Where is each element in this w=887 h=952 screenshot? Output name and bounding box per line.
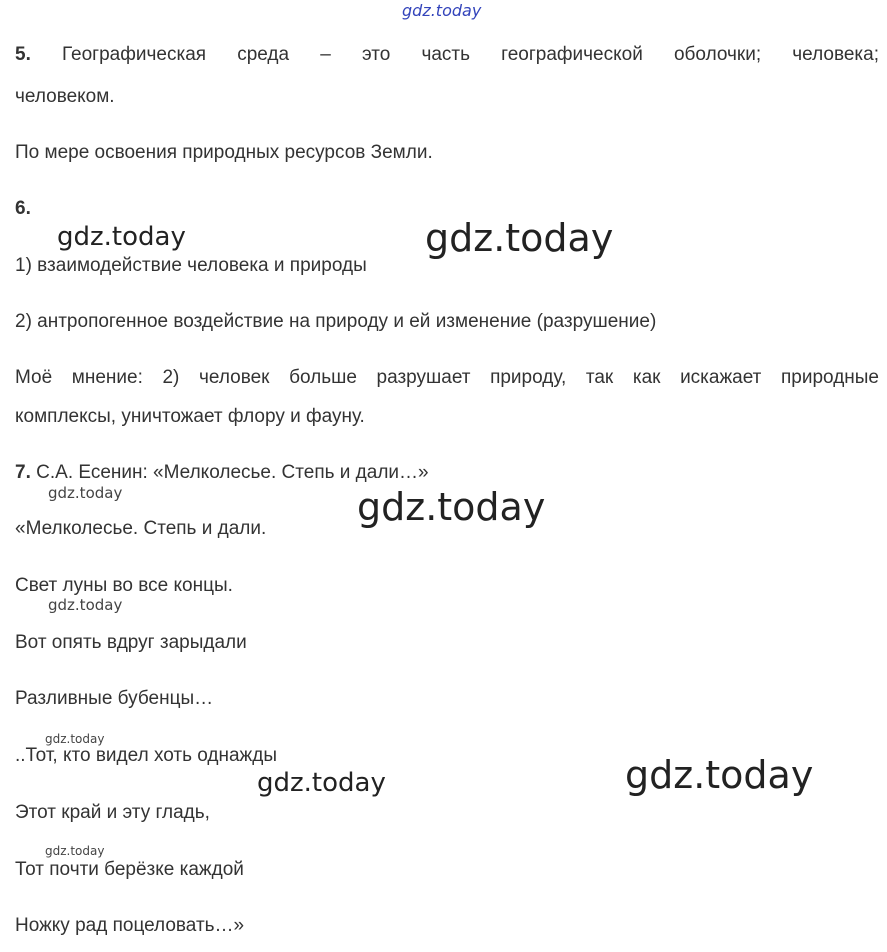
q5-line1-text: Географическая среда – это часть географической оболочки; человека;: [62, 44, 880, 65]
q5-number: 5.: [15, 44, 31, 65]
watermark: gdz.today: [625, 753, 814, 797]
poem-line: Вот опять вдруг зарыдали: [15, 632, 247, 653]
watermark: gdz.today: [48, 596, 123, 614]
watermark: gdz.today: [425, 216, 614, 260]
watermark: gdz.today: [45, 844, 105, 858]
poem-line: Разливные бубенцы…: [15, 688, 214, 709]
q5-line2: человеком.: [15, 86, 115, 107]
q7-heading-line: [15, 461, 429, 485]
q6-opinion-line1: Моё мнение: 2) человек больше разрушает природу, так как искажает природные: [15, 367, 879, 388]
poem-line: Этот край и эту гладь,: [15, 802, 210, 823]
q6-item2: 2) антропогенное воздействие на природу и ей изменение (разрушение): [15, 311, 657, 332]
poem-line: ..Тот, кто видел хоть однажды: [15, 745, 278, 766]
q6-opinion-line2: комплексы, уничтожает флору и фауну.: [15, 406, 365, 427]
watermark: gdz.today: [57, 222, 186, 252]
q6-item1: 1) взаимодействие человека и природы: [15, 255, 367, 276]
watermark: gdz.today: [257, 768, 386, 798]
watermark: gdz.today: [357, 485, 546, 529]
poem-line: «Мелколесье. Степь и дали.: [15, 518, 267, 539]
q5-line1: [15, 43, 879, 67]
poem-line: Ножку рад поцеловать…»: [15, 915, 245, 936]
q6-number: 6.: [15, 198, 31, 219]
watermark: gdz.today: [45, 732, 105, 746]
watermark: gdz.today: [48, 484, 123, 502]
watermark-top: gdz.today: [402, 1, 482, 20]
q7-heading: С.А. Есенин: «Мелколесье. Степь и дали…»: [36, 462, 429, 483]
q5-para2: По мере освоения природных ресурсов Земли.: [15, 142, 433, 163]
poem-line: Тот почти берёзке каждой: [15, 859, 244, 880]
poem-line: Свет луны во все концы.: [15, 575, 233, 596]
q7-number: 7.: [15, 462, 31, 483]
